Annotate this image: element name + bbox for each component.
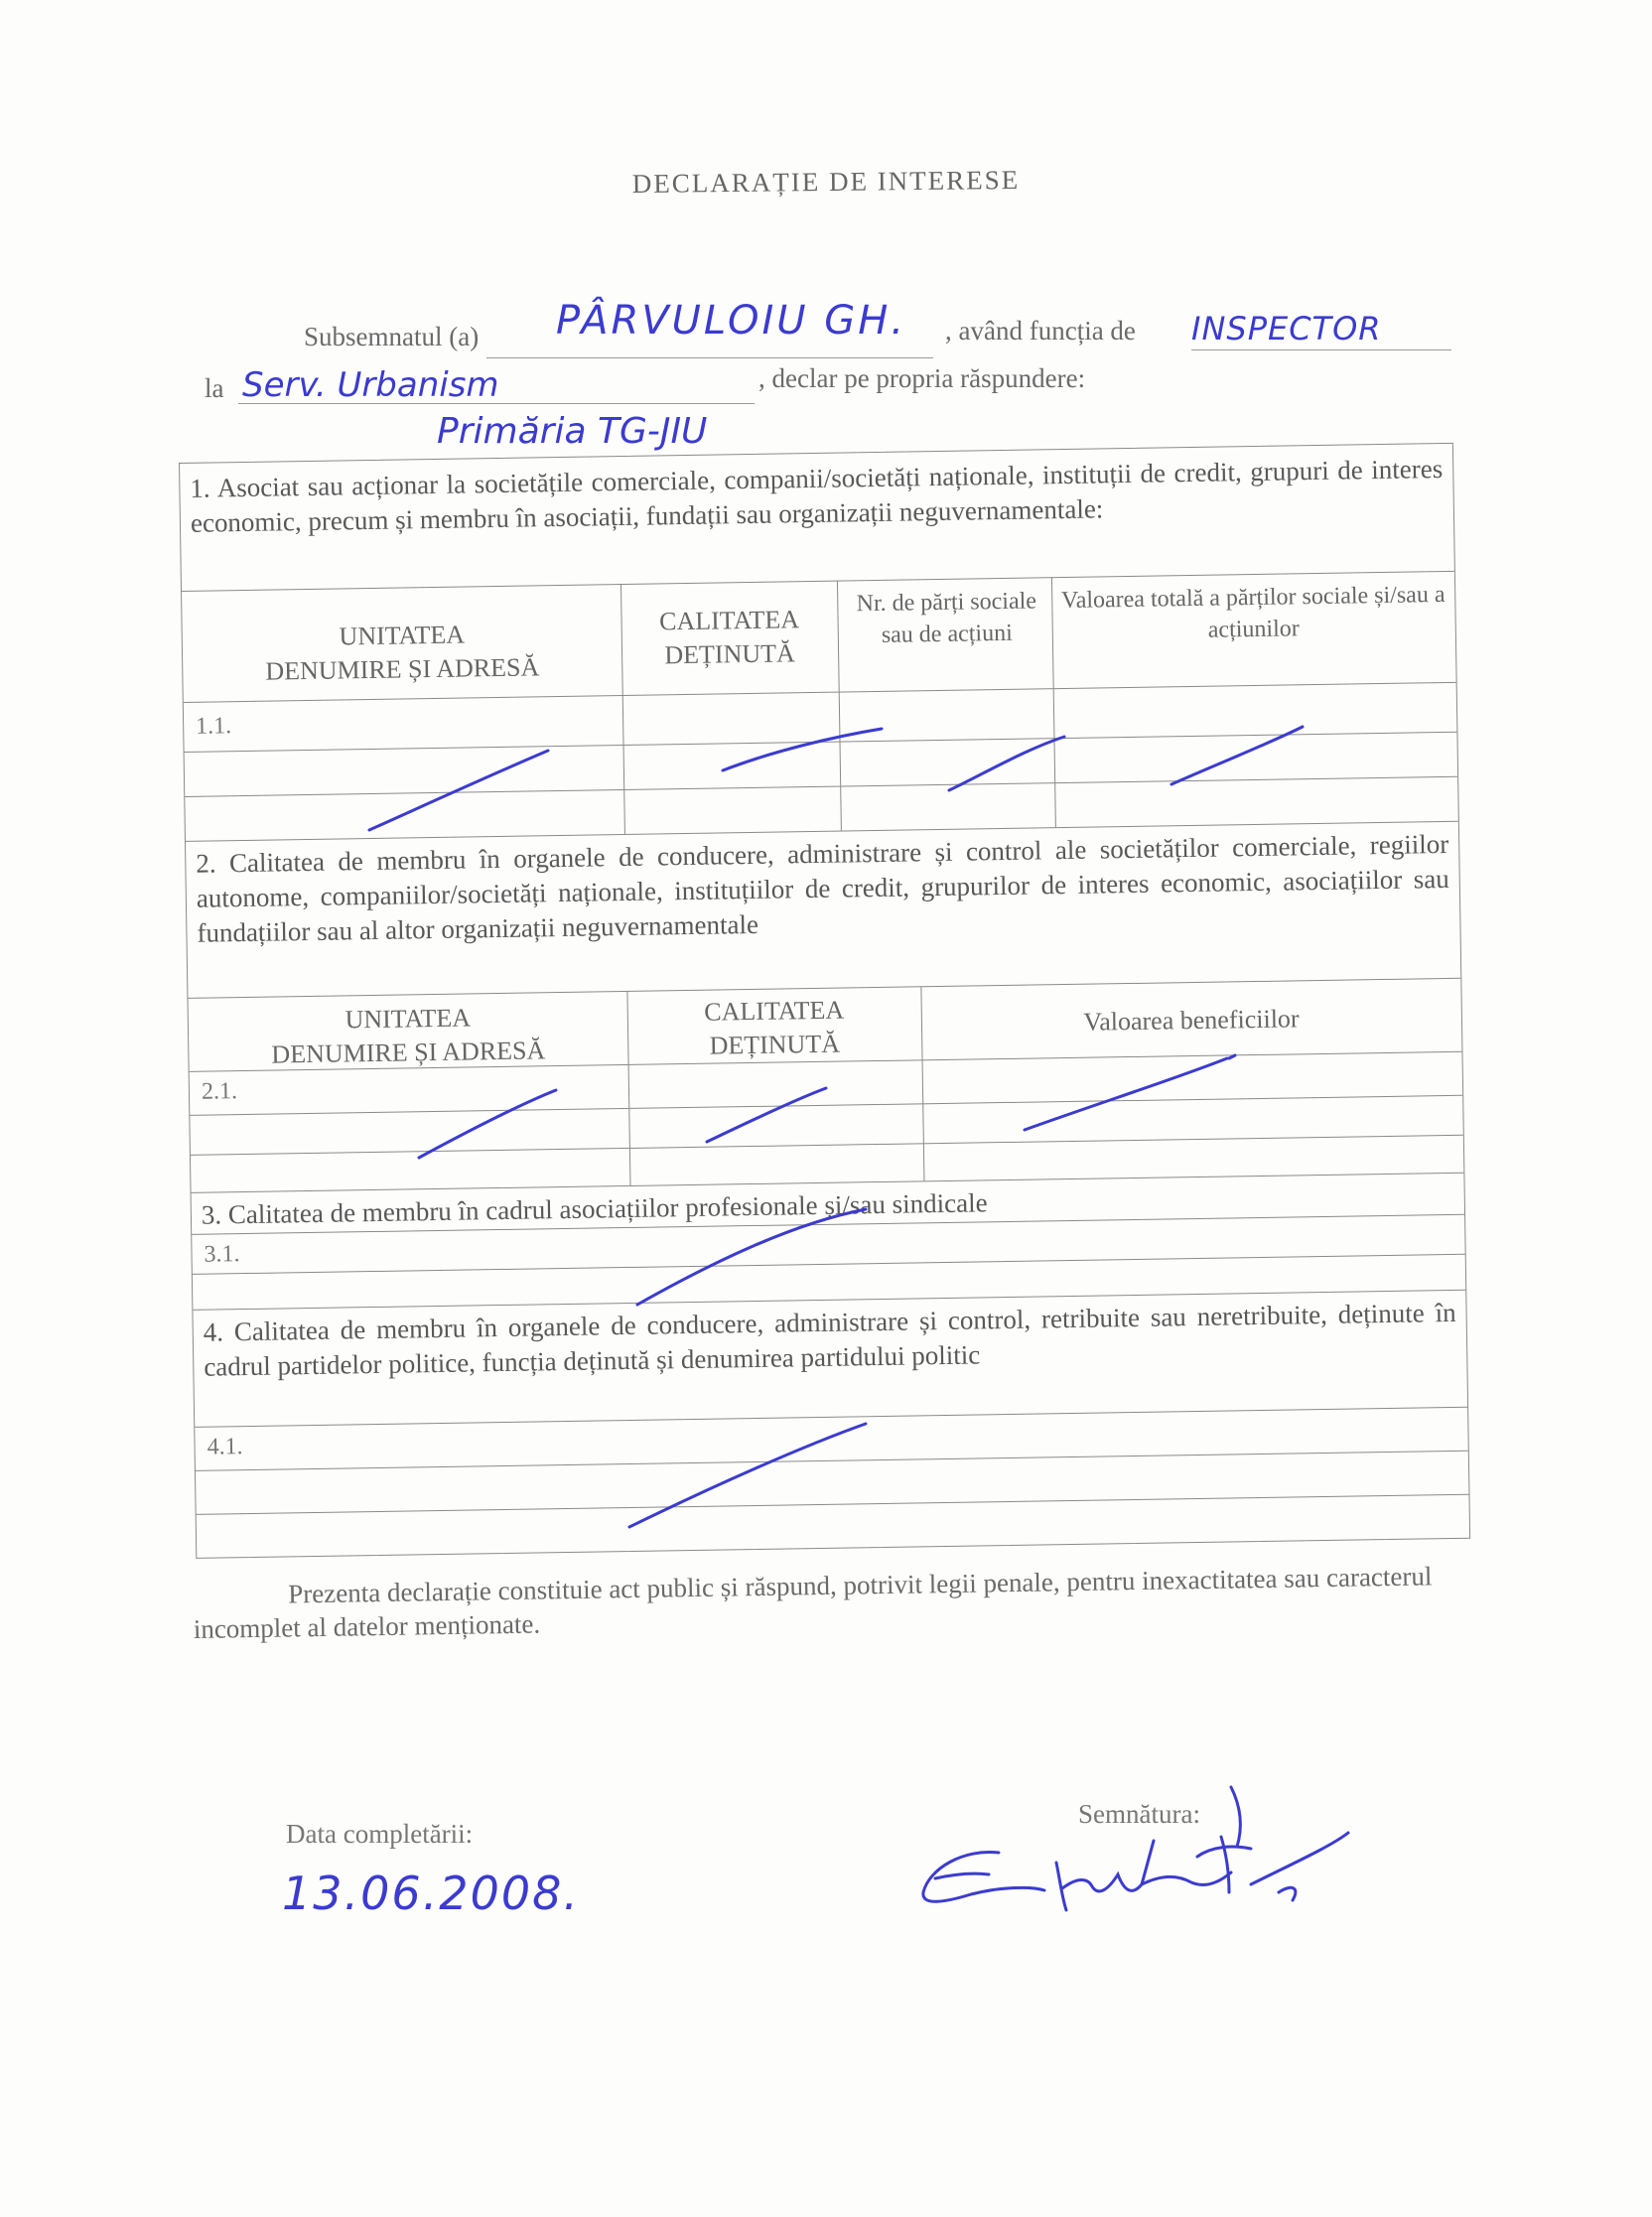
date-label: Data completării: — [286, 1819, 474, 1849]
strike-line-3-1 — [637, 1209, 866, 1305]
section-4-text: 4. Calitatea de membru în organele de conducere, administrare și control, retribuite sau neretribuite, deținute în cadrul partidelor politice, funcția deținută și denumirea partidului politic — [203, 1297, 1456, 1382]
row-3-1-label: 3.1. — [204, 1241, 240, 1268]
signature-label: Semnătura: — [1078, 1799, 1200, 1829]
row-4-1-label: 4.1. — [206, 1434, 243, 1460]
row-2-1-label: 2.1. — [201, 1078, 238, 1105]
footer-statement: Prezenta declarație constituie act public și răspund, potrivit legii penale, pentru inexactitatea sau caracterul incomplet al datelor menționate. — [193, 1561, 1433, 1644]
s2-col-calitate-header: CALITATEA DEȚINUTĂ — [704, 995, 845, 1060]
declar-label: , declar pe propria răspundere: — [758, 363, 1086, 393]
declarant-name[interactable]: PÂRVULOIU GH. — [556, 298, 907, 344]
declarant-department[interactable]: Serv. Urbanism — [242, 365, 499, 405]
declarant-institution[interactable]: Primăria TG-JIU — [437, 411, 708, 452]
strike-line-1-1-valoare — [1171, 727, 1303, 784]
section-3-text: 3. Calitatea de membru în cadrul asociațiilor profesionale și/sau sindicale — [201, 1187, 988, 1230]
s2-col-valoare-header: Valoarea beneficiilor — [1083, 1004, 1300, 1037]
s1-col-nr-header: Nr. de părți sociale sau de acțiuni — [856, 588, 1037, 648]
document-title: DECLARAȚIE DE INTERESE — [631, 164, 1021, 200]
declarant-function[interactable]: INSPECTOR — [1191, 310, 1382, 347]
strike-line-2-1-valoare — [1025, 1055, 1235, 1130]
s1-col-valoare-header: Valoarea totală a părților sociale și/sau a acțiunilor — [1060, 581, 1446, 643]
date-value[interactable]: 13.06.2008. — [282, 1867, 580, 1920]
strike-line-4-1 — [629, 1424, 866, 1527]
row-1-1-label: 1.1. — [195, 713, 232, 740]
la-label: la — [205, 373, 224, 403]
section-2-text: 2. Calitatea de membru în organele de conducere, administrare și control ale societăților comerciale, regiilor autonome, companiilor/societăți naționale, instituțiilor de credit, grupurilor de interes economic, asociațiilor sau fundațiilor sau al altor organizații neguvernamentale — [196, 828, 1449, 948]
strike-line-2-1-unit — [419, 1090, 556, 1158]
strike-line-2-1-calitate — [707, 1088, 826, 1142]
strike-line-1-1-calitate — [723, 729, 882, 770]
s1-col-unit-header: UNITATEA DENUMIRE ȘI ADRESĂ — [265, 620, 540, 686]
section-1-text: 1. Asociat sau acționar la societățile comerciale, companii/societăți naționale, instituții de credit, grupuri de interes economic, precum și membru în asociații, fundații sau organizații neguvernamentale: — [190, 454, 1444, 538]
strike-line-1-1-unit — [369, 751, 548, 830]
strike-line-1-1-nr — [949, 737, 1064, 790]
avand-label: , având funcția de — [945, 316, 1136, 346]
subsemnatul-label: Subsemnatul (a) — [304, 322, 480, 351]
s1-col-calitate-header: CALITATEA DEȚINUTĂ — [658, 605, 800, 670]
s2-col-unit-header: UNITATEA DENUMIRE ȘI ADRESĂ — [271, 1003, 546, 1069]
